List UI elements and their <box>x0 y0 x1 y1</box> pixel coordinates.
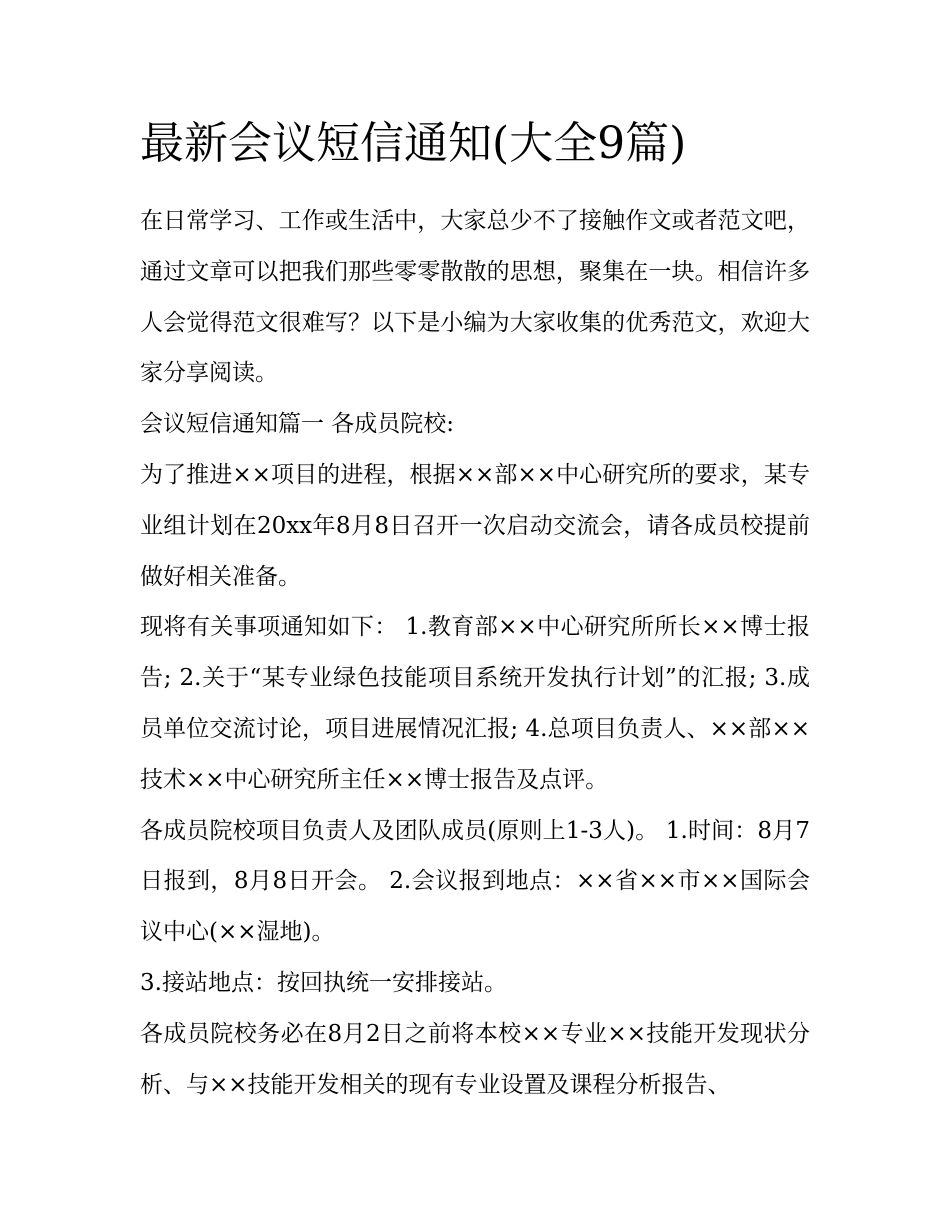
body-paragraph: 3.接站地点：按回执统一安排接站。 <box>140 969 507 996</box>
intro-paragraph: 在日常学习、工作或生活中，大家总少不了接触作文或者范文吧，通过文章可以把我们那些零零散散的思想，聚集在一块。相信许多人会觉得范文很难写？以下是小编为大家收集的优秀范文，欢迎大家分享阅读。 <box>140 208 810 387</box>
body-paragraph: 现将有关事项通知如下： 1.教育部××中心研究所所长××博士报告; 2.关于“某专业绿色技能项目系统开发执行计划”的汇报; 3.成员单位交流讨论，项目进展情况汇报; 4.总项目负责人、××部××技术××中心研究所主任××博士报告及点评。 <box>140 614 810 793</box>
document-body <box>140 196 810 1110</box>
section-heading: 会议短信通知篇一 各成员院校: <box>140 411 455 438</box>
body-paragraph: 为了推进××项目的进程，根据××部××中心研究所的要求，某专业组计划在20xx年8月8日召开一次启动交流会，请各成员校提前做好相关准备。 <box>140 461 810 590</box>
body-paragraph: 各成员院校项目负责人及团队成员(原则上1-3人)。 1.时间：8月7日报到，8月8日开会。 2.会议报到地点：××省××市××国际会议中心(××湿地)。 <box>140 817 810 946</box>
document-title: 最新会议短信通知(大全9篇) <box>140 118 687 169</box>
body-paragraph: 各成员院校务必在8月2日之前将本校××专业××技能开发现状分析、与××技能开发相关的现有专业设置及课程分析报告、 <box>140 1020 810 1098</box>
